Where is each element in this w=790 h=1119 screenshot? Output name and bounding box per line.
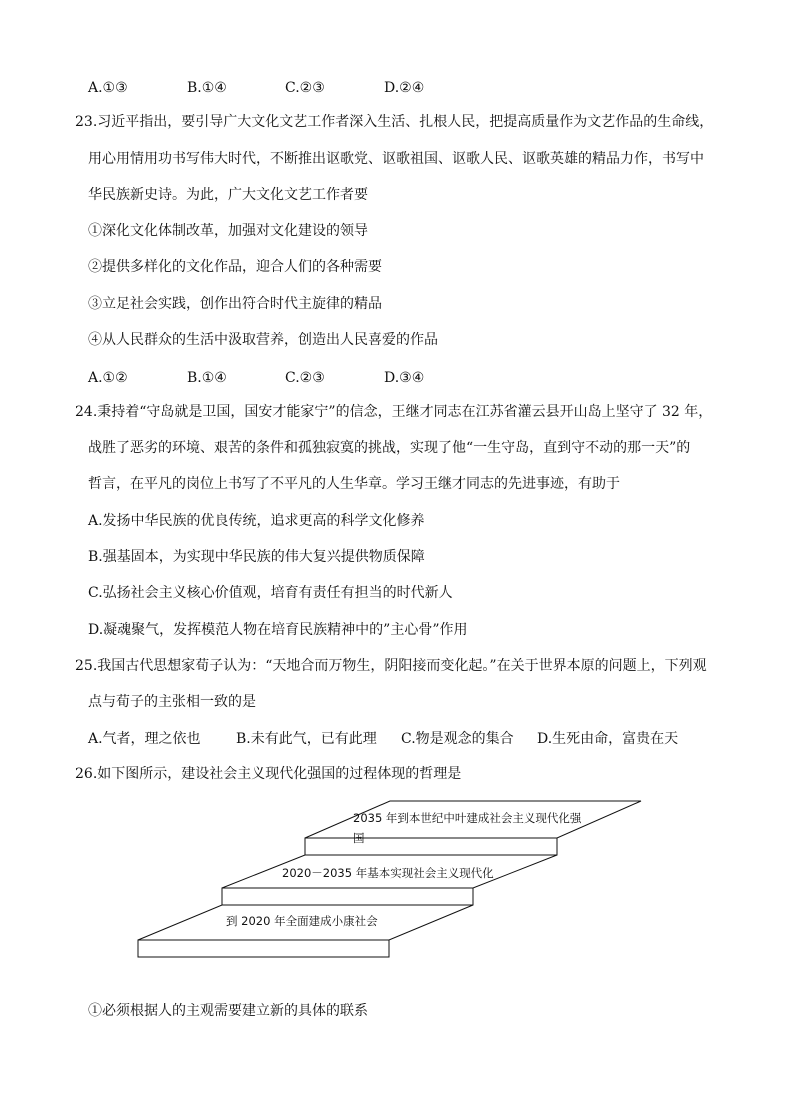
q25-stem-line-2: 点与荀子的主张相一致的是 (88, 694, 256, 710)
q25-option-d: D.生死由命，富贵在天 (537, 731, 679, 747)
q23-option-a: A.①② (88, 370, 128, 386)
q22-option-d: D.②④ (384, 80, 425, 96)
q25-option-c: C.物是观念的集合 (401, 731, 514, 747)
q25-option-a: A.气者，理之依也 (88, 731, 201, 747)
diagram-step-3-label-line-1: 2035 年到本世纪中叶建成社会主义现代化强 (353, 811, 582, 825)
q24-option-d: D.凝魂聚气，发挥模范人物在培育民族精神中的”主心骨”作用 (88, 622, 468, 638)
q24-option-b: B.强基固本，为实现中华民族的伟大复兴提供物质保障 (88, 549, 425, 565)
q24-option-c: C.弘扬社会主义核心价值观，培育有责任有担当的时代新人 (88, 585, 453, 601)
q23-option-b: B.①④ (187, 370, 227, 386)
q23-statement-3: ③立足社会实践，创作出符合时代主旋律的精品 (88, 296, 382, 312)
diagram-step-1-label: 到 2020 年全面建成小康社会 (226, 914, 378, 928)
diagram-step-2 (222, 855, 557, 905)
q23-option-d: D.③④ (384, 370, 425, 386)
q25-stem-line-1: 25.我国古代思想家荀子认为：“天地合而万物生，阴阳接而变化起。”在关于世界本原的问题上，下列观 (75, 658, 707, 674)
q25-option-b: B.未有此气，已有此理 (236, 731, 377, 747)
q24-stem-line-2: 战胜了恶劣的环境、艰苦的条件和孤独寂寞的挑战，实现了他“一生守岛，直到守不动的那一天”的 (88, 440, 691, 456)
diagram-step-2-label: 2020－2035 年基本实现社会主义现代化 (282, 866, 494, 880)
q23-statement-2: ②提供多样化的文化作品，迎合人们的各种需要 (88, 259, 382, 275)
diagram-step-3 (305, 801, 641, 855)
q23-statement-4: ④从人民群众的生活中汲取营养，创造出人民喜爱的作品 (88, 332, 438, 348)
q24-stem-line-1: 24.秉持着“守岛就是卫国，国安才能家宁”的信念，王继才同志在江苏省灌云县开山岛上坚守了 32 年， (75, 404, 713, 420)
q23-stem-line-2: 用心用情用功书写伟大时代，不断推出讴歌党、讴歌祖国、讴歌人民、讴歌英雄的精品力作，书写中 (88, 151, 704, 167)
q23-option-c: C.②③ (285, 370, 325, 386)
q23-stem-line-1: 23.习近平指出，要引导广大文化文艺工作者深入生活、扎根人民，把提高质量作为文艺作品的生命线， (75, 114, 714, 130)
q24-option-a: A.发扬中华民族的优良传统，追求更高的科学文化修养 (88, 513, 425, 529)
diagram-step-1 (138, 905, 473, 957)
q24-stem-line-3: 哲言，在平凡的岗位上书写了不平凡的人生华章。学习王继才同志的先进事迹，有助于 (88, 476, 620, 492)
q22-option-a: A.①③ (88, 80, 128, 96)
q22-option-c: C.②③ (285, 80, 325, 96)
q23-statement-1: ①深化文化体制改革，加强对文化建设的领导 (88, 223, 368, 239)
q26-statement-1: ①必须根据人的主观需要建立新的具体的联系 (88, 1003, 368, 1019)
q26-stem: 26.如下图所示，建设社会主义现代化强国的过程体现的哲理是 (75, 766, 462, 782)
q22-option-b: B.①④ (187, 80, 227, 96)
diagram-step-3-label-line-2: 国 (353, 831, 365, 845)
q23-stem-line-3: 华民族新史诗。为此，广大文化文艺工作者要 (88, 187, 368, 203)
